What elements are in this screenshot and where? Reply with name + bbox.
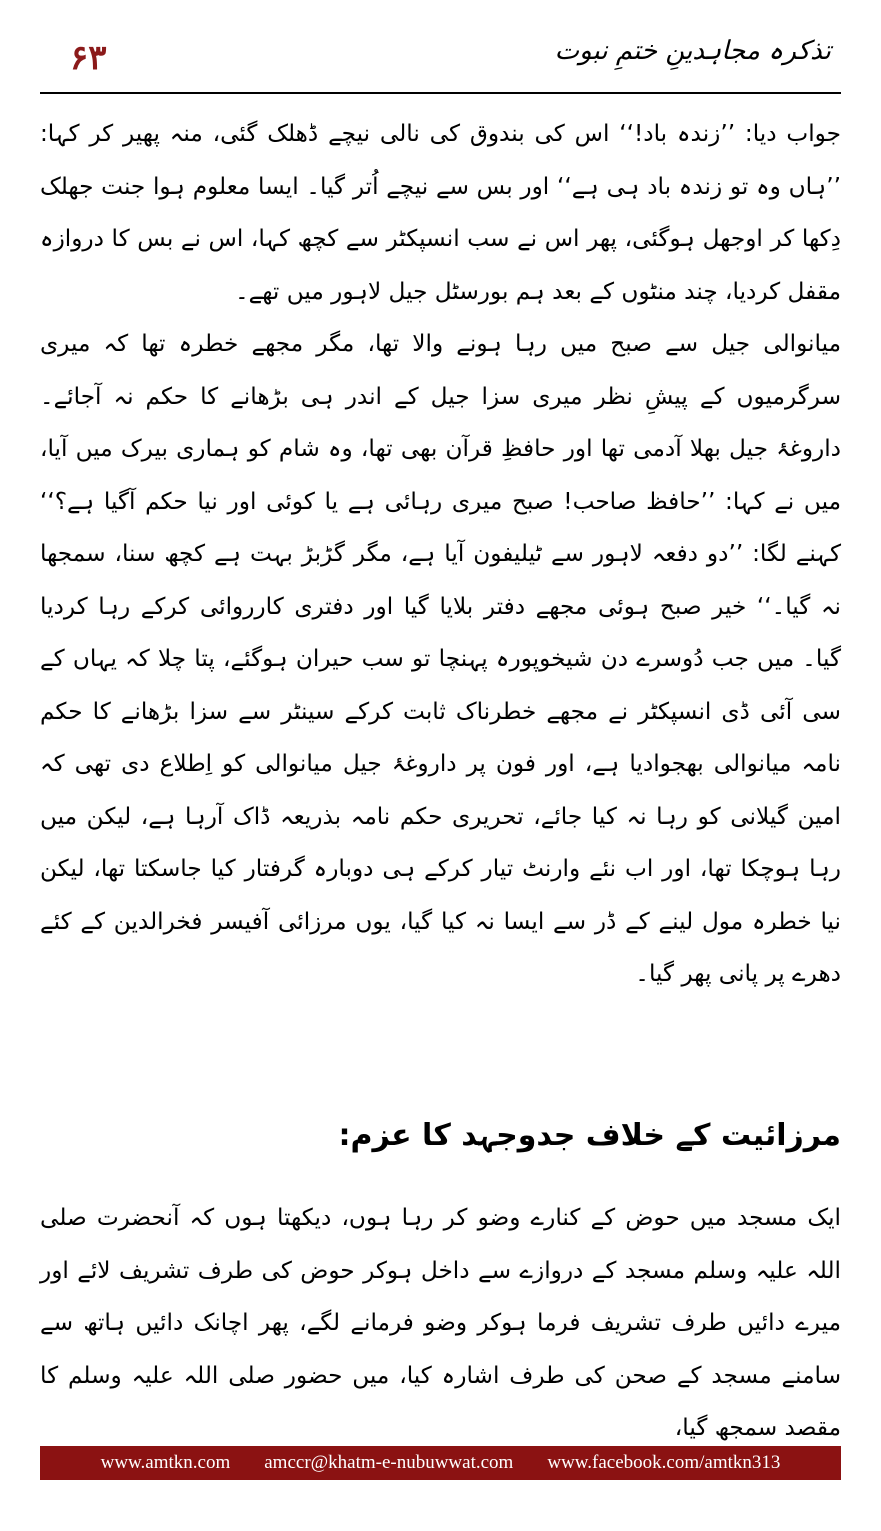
footer-email-link[interactable]: amccr@khatm-e-nubuwwat.com bbox=[264, 1452, 514, 1473]
page-number: ۶۳ bbox=[70, 38, 107, 78]
book-title: تذکرہ مجاہدینِ ختمِ نبوت bbox=[554, 36, 831, 66]
footer-website-link[interactable]: www.amtkn.com bbox=[100, 1452, 231, 1473]
header-divider bbox=[40, 92, 841, 94]
section-heading: مرزائیت کے خلاف جدوجہد کا عزم: bbox=[338, 1118, 841, 1153]
body-text bbox=[40, 108, 841, 1001]
page-header bbox=[40, 28, 841, 98]
footer-bar bbox=[40, 1446, 841, 1480]
paragraph: جواب دیا: ’’زندہ باد!‘‘ اس کی بندوق کی نالی نیچے ڈھلک گئی، منہ پھیر کر کہا: ’’ہاں وہ تو زندہ باد ہی ہے‘‘ اور بس سے نیچے اُتر گیا۔ ایسا معلوم ہوا جنت جھلک دِکھا کر اوجھل ہوگئی، پھر اس نے سب انسپکٹر سے کچھ کہا، اس نے بس کا دروازہ مقفل کردیا، چند منٹوں کے بعد ہم بورسٹل جیل لاہور میں تھے۔ bbox=[40, 120, 841, 305]
paragraph: ایک مسجد میں حوض کے کنارے وضو کر رہا ہوں، دیکھتا ہوں کہ آنحضرت صلی اللہ علیہ وسلم مسجد کے دروازے سے داخل ہوکر حوض کی طرف تشریف لائے اور میرے دائیں طرف تشریف فرما ہوکر وضو فرمانے لگے، پھر اچانک دائیں ہاتھ سے سامنے مسجد کے صحن کی طرف اشارہ کیا، میں حضور صلی اللہ علیہ وسلم کا مقصد سمجھ گیا، bbox=[40, 1204, 841, 1441]
paragraph: میانوالی جیل سے صبح میں رہا ہونے والا تھا، مگر مجھے خطرہ تھا کہ میری سرگرمیوں کے پیشِ نظر میری سزا جیل کے اندر ہی بڑھانے کا حکم نہ آجائے۔ داروغۂ جیل بھلا آدمی تھا اور حافظِ قرآن بھی تھا، وہ شام کو ہماری بیرک میں آیا، میں نے کہا: ’’حافظ صاحب! صبح میری رہائی ہے یا کوئی اور نیا حکم آگیا ہے؟‘‘ کہنے لگا: ’’دو دفعہ لاہور سے ٹیلیفون آیا ہے، مگر گڑبڑ بہت ہے کچھ سنا، سمجھا نہ گیا۔‘‘ خیر صبح ہوئی مجھے دفتر بلایا گیا اور دفتری کارروائی کرکے رہا کردیا گیا۔ میں جب دُوسرے دن شیخوپورہ پہنچا تو سب حیران ہوگئے، پتا چلا کہ یہاں کے سی آئی ڈی انسپکٹر نے مجھے خطرناک ثابت کرکے سینٹر سے سزا بڑھانے کا حکم نامہ میانوالی بھجوادیا ہے، اور فون پر داروغۂ جیل میانوالی کو اِطلاع دی تھی کہ امین گیلانی کو رہا نہ کیا جائے، تحریری حکم نامہ بذریعہ ڈاک آرہا ہے، لیکن میں رہا ہوچکا تھا، اور اب نئے وارنٹ تیار کرکے ہی دوبارہ گرفتار کیا جاسکتا تھا، لیکن نیا خطرہ مول لینے کے ڈر سے ایسا نہ کیا گیا، یوں مرزائی آفیسر فخرالدین کے کئے دھرے پر پانی پھر گیا۔ bbox=[40, 330, 841, 987]
footer-facebook-link[interactable]: www.facebook.com/amtkn313 bbox=[547, 1452, 781, 1473]
body-text-section bbox=[40, 1192, 841, 1455]
